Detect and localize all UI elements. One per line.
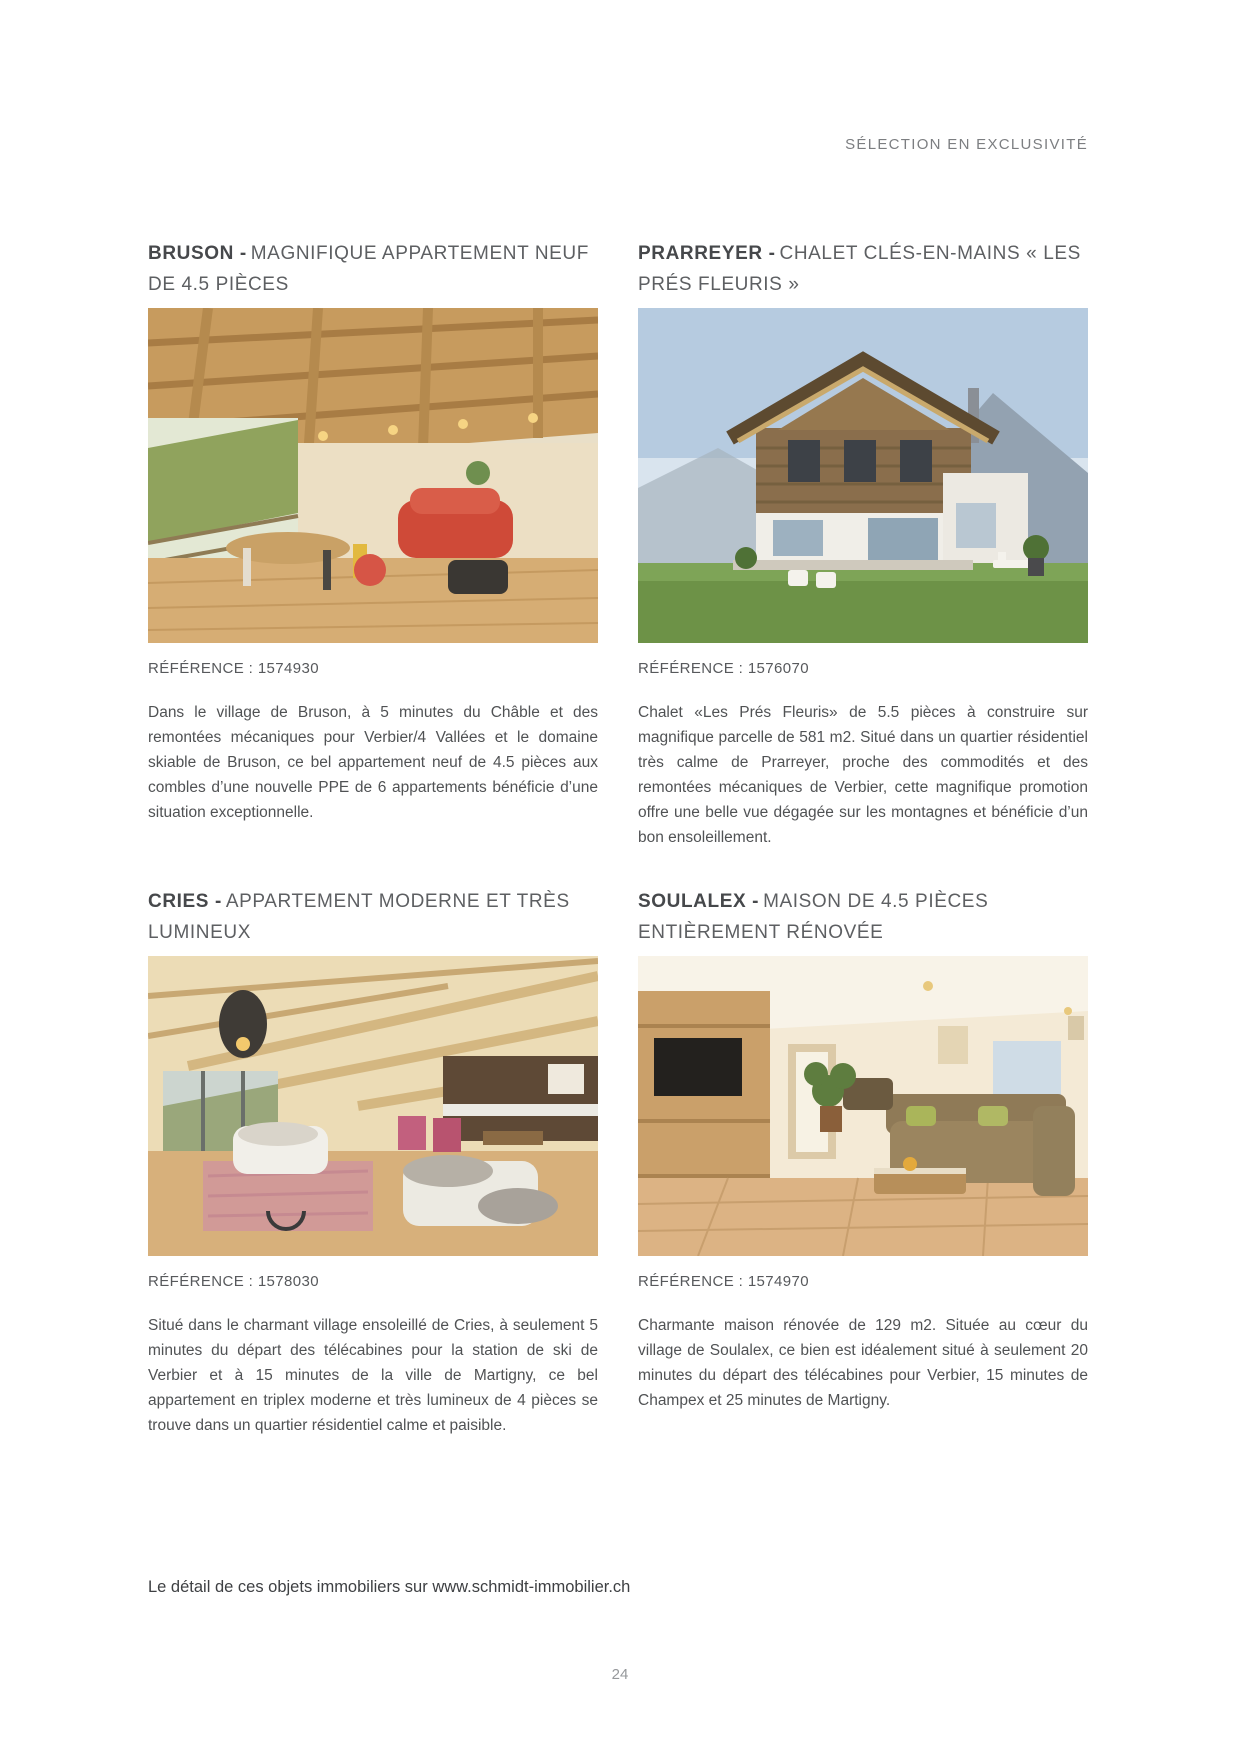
listing-reference: RÉFÉRENCE : 1574970 (638, 1273, 810, 1290)
listing-description: Situé dans le charmant village ensoleillé de Cries, à seulement 5 minutes du départ des télécabines pour la station de ski de Verbier et à 15 minutes de la ville de Martigny, ce bel appartement en triplex moderne et très lumineux de 4 pièces se trouve dans un quartier résidentiel calme et paisible. (148, 1317, 598, 1434)
listing-reference: RÉFÉRENCE : 1574930 (148, 660, 320, 677)
listing-description: Charmante maison rénovée de 129 m2. Située au cœur du village de Soulalex, ce bien est idéalement situé à seulement 20 minutes du départ des télécabines pour Verbier, 15 minutes de Champex et 25 minutes de Martigny. (638, 1317, 1088, 1409)
listing-title (638, 238, 1088, 308)
page-number: 24 (611, 1666, 629, 1683)
listing-description: Chalet «Les Prés Fleuris» de 5.5 pièces à construire sur magnifique parcelle de 581 m2. Situé dans un quartier résidentiel très calme de Prarreyer, proche des commodités et des remontées mécaniques de Verbier, cette magnifique promotion offre une belle vue dégagée sur les montagnes et bénéficie d’un bon ensoleillement. (638, 704, 1088, 846)
listing-location: SOULALEX - (638, 891, 760, 912)
listing-title-text: CHALET CLÉS-EN-MAINS « LES PRÉS FLEURIS » (638, 243, 1081, 295)
listing-title (148, 886, 598, 956)
listing-card-prarreyer (638, 238, 1088, 850)
listing-location: CRIES - (148, 891, 222, 912)
website-link[interactable]: www.schmidt-immobilier.ch (432, 1578, 631, 1596)
listing-title-text: MAGNIFIQUE APPARTEMENT NEUF DE 4.5 PIÈCES (148, 243, 589, 295)
listing-reference: RÉFÉRENCE : 1576070 (638, 660, 810, 677)
listing-location: BRUSON - (148, 243, 247, 264)
listing-card-cries (148, 886, 598, 1438)
footer-detail-line (148, 1578, 1088, 1597)
listings-grid (148, 238, 1088, 1438)
listing-photo-chalet-interior-red-sofa (148, 308, 598, 643)
listing-title-text: MAISON DE 4.5 PIÈCES ENTIÈREMENT RÉNOVÉE (638, 891, 989, 943)
page-header: SÉLECTION EN EXCLUSIVITÉ (845, 136, 1088, 153)
listing-reference: RÉFÉRENCE : 1578030 (148, 1273, 320, 1290)
listing-photo-modern-attic-interior (148, 956, 598, 1256)
listing-card-soulalex (638, 886, 1088, 1438)
listing-photo-chalet-exterior (638, 308, 1088, 643)
listing-description: Dans le village de Bruson, à 5 minutes du Châble et des remontées mécaniques pour Verbier/4 Vallées et le domaine skiable de Bruson, ce bel appartement neuf de 4.5 pièces aux combles d’une nouvelle PPE de 6 appartements bénéficie d’une situation exceptionnelle. (148, 704, 598, 821)
listing-title (638, 886, 1088, 956)
listing-title (148, 238, 598, 308)
listing-title-text: APPARTEMENT MODERNE ET TRÈS LUMINEUX (148, 891, 570, 943)
listing-location: PRARREYER - (638, 243, 776, 264)
listing-card-bruson (148, 238, 598, 850)
footer-text: Le détail de ces objets immobiliers sur (148, 1578, 428, 1596)
listing-photo-renovated-living-room (638, 956, 1088, 1256)
